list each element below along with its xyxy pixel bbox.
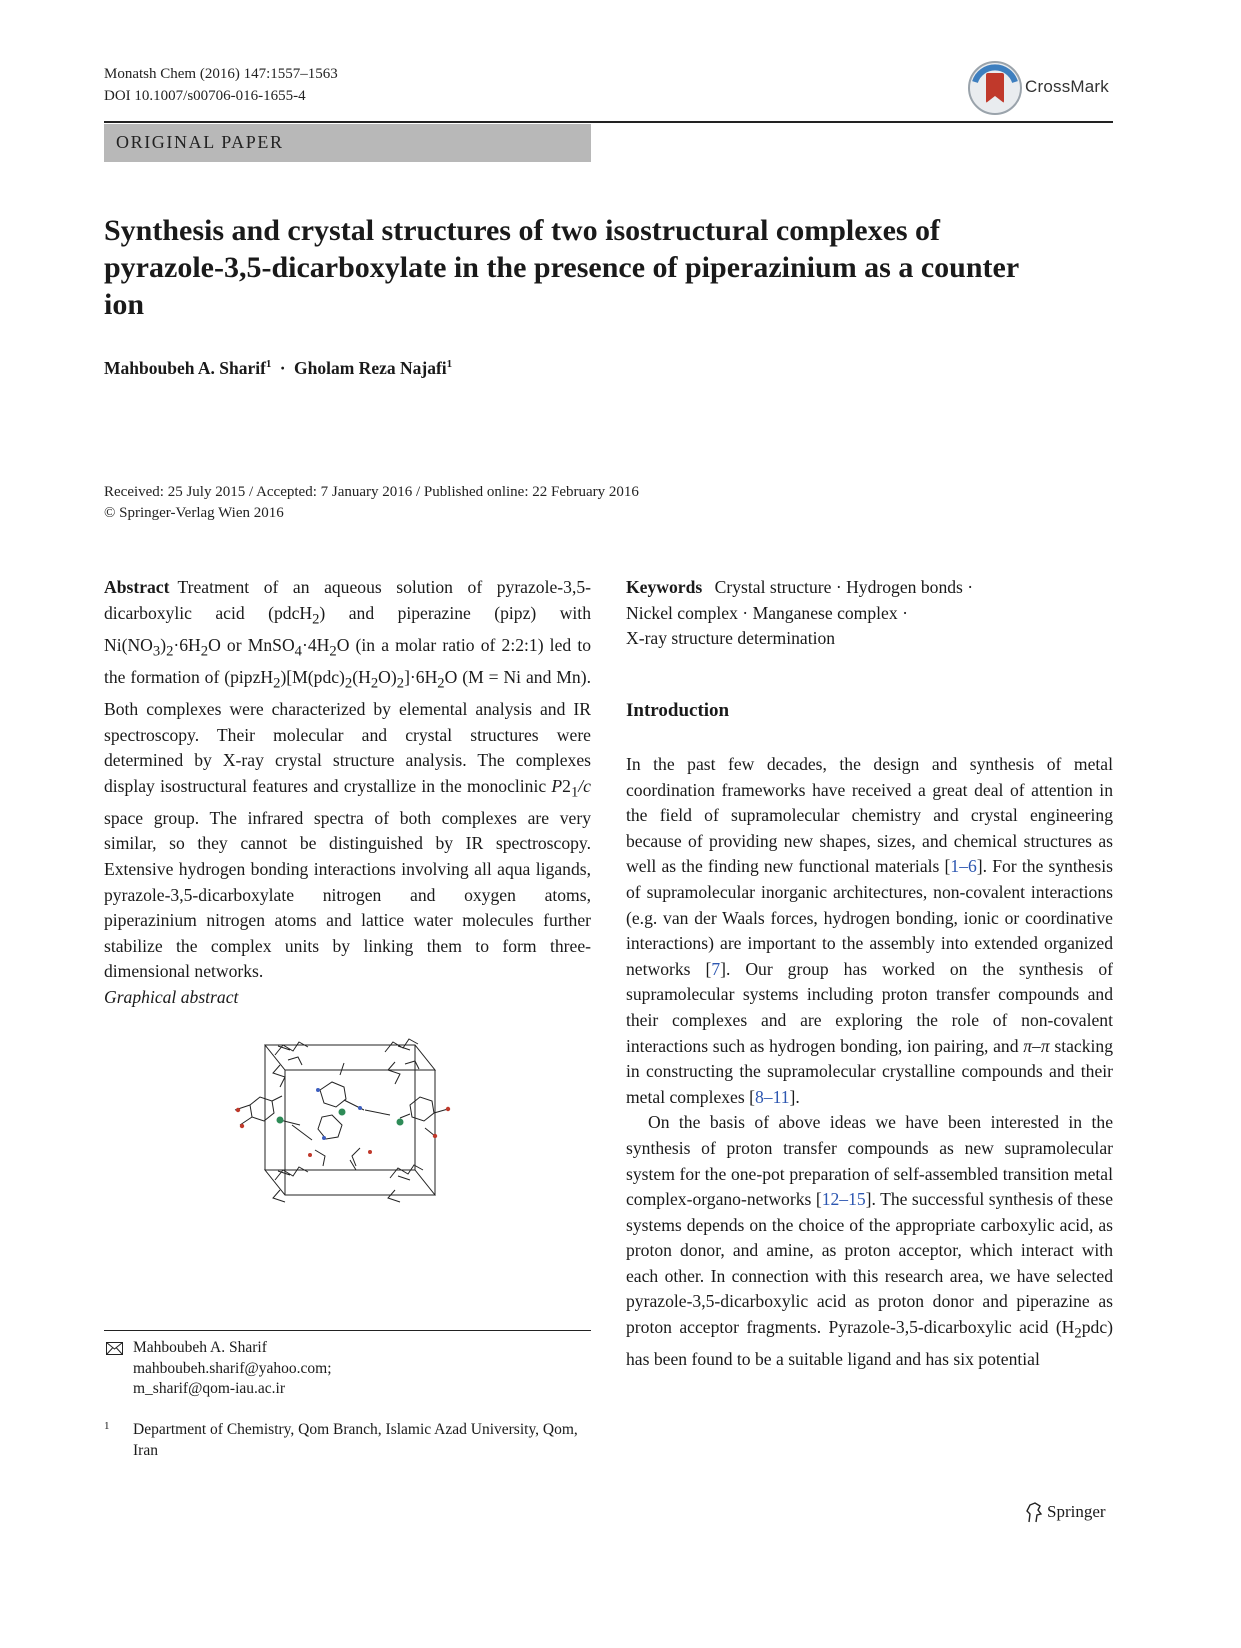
- publisher-logo: [1025, 1502, 1106, 1524]
- keyword: Crystal structure: [714, 577, 832, 597]
- publisher-name: Springer: [1047, 1502, 1106, 1521]
- citation-link[interactable]: 7: [711, 958, 721, 979]
- keyword: Manganese complex: [752, 602, 898, 623]
- author-separator: ·: [279, 358, 286, 378]
- abstract-section: [104, 575, 591, 1011]
- introduction-body: [626, 752, 1113, 1373]
- contact-email[interactable]: m_sharif@qom-iau.ac.ir: [133, 1380, 286, 1397]
- author-name[interactable]: Gholam Reza Najafi: [294, 358, 447, 378]
- intro-paragraph: In the past few decades, the design and synthesis of metal coordination frameworks have received a great deal of attention in the field of supramolecular chemistry and crystal engineering because of providing new shapes, sizes, and chemical structures as well as the finding new functional materials [1–6]. For the synthesis of supramolecular inorganic architectures, non-covalent interactions (e.g. van der Waals forces, hydrogen bonding, ionic or coordinative interactions) are important to the assembly into extended organized networks [7]. Our group has worked on the synthesis of supramolecular systems including proton transfer compounds and their complexes and are exploring the role of non-covalent interactions such as hydrogen bonding, ion pairing, and π–π stacking in constructing the supramolecular crystalline compounds and their metal complexes [8–11].: [626, 754, 1114, 1107]
- graphical-abstract-figure: [220, 1030, 470, 1210]
- envelope-icon: [106, 1342, 123, 1355]
- keyword-separator: ·: [835, 577, 842, 597]
- citation-link[interactable]: 1–6: [950, 856, 977, 877]
- crossmark-badge[interactable]: [967, 60, 1113, 118]
- keywords-heading: Keywords: [626, 577, 703, 597]
- graphical-abstract-label: Graphical abstract: [104, 986, 239, 1007]
- abstract-text: Abstract Treatment of an aqueous solution of pyrazole-3,5-dicarboxylic acid (pdcH$_2$) and piperazine (pipz) with $Ni(NO_3)_2\cdot 6H_2O$ or $MnSO_4\cdot 4H_2O$ (in a molar ratio of 2:2:1) led to the formation of $(pipzH_2)[M(pdc)_2(H_2O)_2]\cdot 6H_2O$ (M = Ni and Mn). Both complexes were characterized by elemental analysis and IR spectroscopy. Their molecular and crystal structures were determined by X-ray crystal structure analysis. The complexes display isostructural features and crystallize in the monoclinic $P2_1/c$ space group. The infrared spectra of both complexes are very similar, so they cannot be distinguished by IR spectroscopy. Extensive hydrogen bonding interactions involving all aqua ligands, pyrazole-3,5-dicarboxylate nitrogen and oxygen atoms, piperazinium nitrogen atoms and lattice water molecules further stabilize the complex units by linking them to form three-dimensional networks. Graphical abstract: [104, 577, 592, 1007]
- space-group: P: [551, 775, 563, 796]
- intro-paragraph: On the basis of above ideas we have been interested in the synthesis of proton transfer compounds as new supramolecular system for the one-pot preparation of self-assembled transition metal complex-organo-networks [12–15]. The successful synthesis of these systems depends on the choice of the appropriate carboxylic acid, as proton donor, and amine, as proton acceptor, which interact with each other. In connection with this research area, we have selected pyrazole-3,5-dicarboxylic acid as proton donor and piperazine as proton acceptor fragments. Pyrazole-3,5-dicarboxylic acid $(H_2pdc)$ has been found to be a suitable ligand and has six potential: [626, 1112, 1114, 1370]
- corresponding-author-footnote: [104, 1338, 591, 1400]
- citation-link[interactable]: 8–11: [754, 1086, 790, 1107]
- keyword-separator: ·: [902, 602, 908, 623]
- header-rule: [104, 121, 1113, 123]
- copyright-notice: © Springer-Verlag Wien 2016: [104, 505, 284, 521]
- author-name[interactable]: Mahboubeh A. Sharif: [104, 358, 266, 378]
- publication-dates: Received: 25 July 2015 / Accepted: 7 January 2016 / Published online: 22 February 2016: [104, 484, 639, 500]
- affiliation-marker: 1: [104, 1420, 110, 1432]
- affiliation-marker: 1: [265, 358, 272, 371]
- introduction-heading: Introduction: [626, 700, 730, 721]
- affiliation-marker: 1: [446, 358, 453, 371]
- keyword-separator: ·: [967, 577, 974, 597]
- affiliation-footnote: [104, 1420, 591, 1461]
- crossmark-logo: [967, 60, 1023, 116]
- contact-name: Mahboubeh A. Sharif: [133, 1339, 267, 1356]
- footnote-rule: [104, 1330, 591, 1331]
- keyword: Nickel complex: [626, 602, 738, 623]
- journal-citation: Monatsh Chem (2016) 147:1557–1563: [104, 66, 338, 82]
- keyword: Hydrogen bonds: [846, 577, 963, 597]
- keywords-section: [626, 575, 1113, 652]
- affiliation-text: Department of Chemistry, Qom Branch, Islamic Azad University, Qom, Iran: [133, 1421, 578, 1459]
- article-type-banner: [104, 124, 591, 162]
- doi-line[interactable]: DOI 10.1007/s00706-016-1655-4: [104, 88, 306, 104]
- article-type-label: ORIGINAL PAPER: [116, 132, 284, 152]
- citation-link[interactable]: 12–15: [821, 1189, 866, 1210]
- springer-horse-icon: [1025, 1502, 1043, 1524]
- keyword: X-ray structure determination: [626, 628, 836, 649]
- abstract-heading: Abstract: [104, 577, 170, 597]
- author-list: [104, 358, 452, 379]
- contact-email[interactable]: mahboubeh.sharif@yahoo.com;: [133, 1359, 332, 1377]
- paper-title: Synthesis and crystal structures of two isostructural complexes of pyrazole-3,5-dicarboxylate in the presence of piperazinium as a counter ion: [104, 214, 1019, 321]
- crossmark-label: CrossMark: [1025, 77, 1109, 96]
- keyword-separator: ·: [742, 602, 749, 623]
